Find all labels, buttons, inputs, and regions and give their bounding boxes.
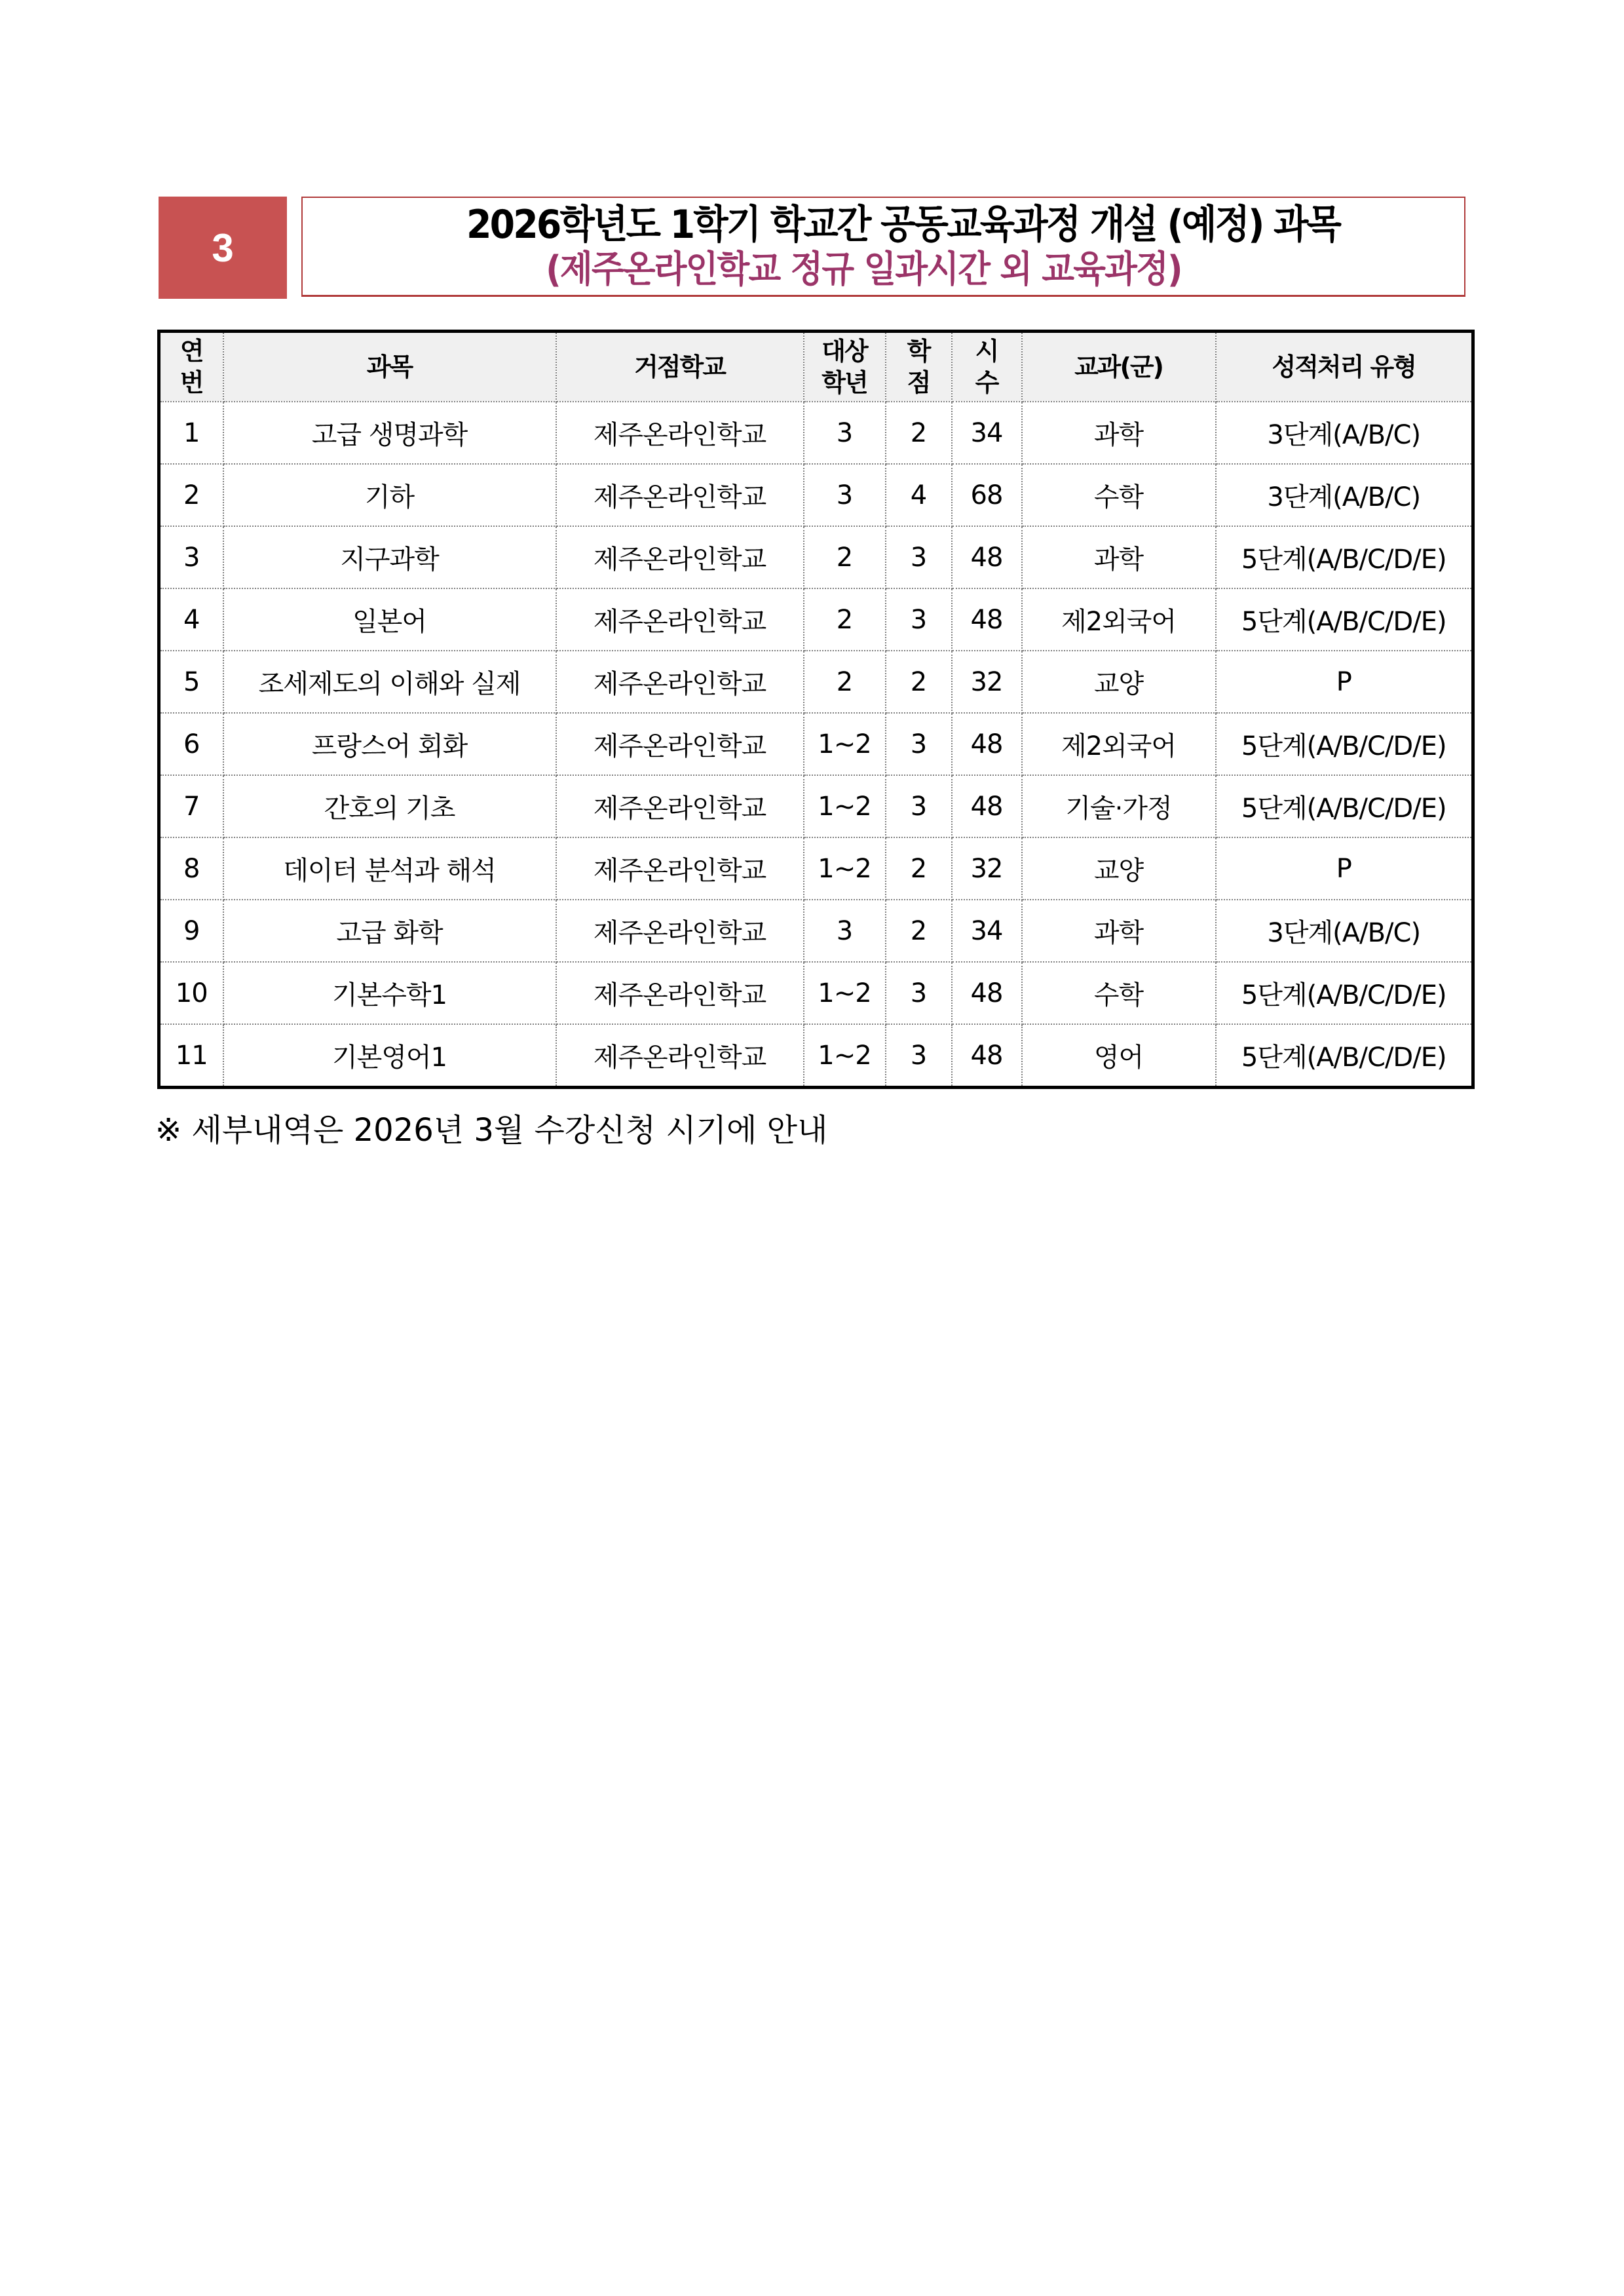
cell-group: 교양 bbox=[1022, 651, 1216, 713]
cell-grade: 2 bbox=[804, 651, 886, 713]
cell-no: 8 bbox=[159, 837, 223, 900]
cell-subject: 간호의 기초 bbox=[223, 775, 556, 837]
cell-school: 제주온라인학교 bbox=[556, 713, 804, 775]
cell-school: 제주온라인학교 bbox=[556, 962, 804, 1024]
cell-school: 제주온라인학교 bbox=[556, 651, 804, 713]
cell-no: 3 bbox=[159, 526, 223, 588]
table-row bbox=[159, 588, 1473, 651]
header-group: 교과(군) bbox=[1022, 332, 1216, 402]
cell-school: 제주온라인학교 bbox=[556, 526, 804, 588]
cell-credit: 2 bbox=[886, 837, 952, 900]
cell-grading: 5단계(A/B/C/D/E) bbox=[1216, 775, 1473, 837]
cell-no: 7 bbox=[159, 775, 223, 837]
header-credit: 학 점 bbox=[886, 332, 952, 402]
cell-subject: 고급 생명과학 bbox=[223, 402, 556, 464]
cell-group: 제2외국어 bbox=[1022, 588, 1216, 651]
table-row bbox=[159, 962, 1473, 1024]
cell-hours: 48 bbox=[952, 526, 1022, 588]
header-grade: 대상 학년 bbox=[804, 332, 886, 402]
cell-hours: 34 bbox=[952, 402, 1022, 464]
cell-credit: 2 bbox=[886, 900, 952, 962]
cell-no: 6 bbox=[159, 713, 223, 775]
title-box bbox=[301, 197, 1465, 297]
cell-subject: 지구과학 bbox=[223, 526, 556, 588]
cell-credit: 3 bbox=[886, 962, 952, 1024]
cell-credit: 3 bbox=[886, 775, 952, 837]
cell-credit: 3 bbox=[886, 713, 952, 775]
cell-no: 1 bbox=[159, 402, 223, 464]
cell-school: 제주온라인학교 bbox=[556, 900, 804, 962]
cell-group: 과학 bbox=[1022, 526, 1216, 588]
cell-hours: 68 bbox=[952, 464, 1022, 526]
cell-grading: 5단계(A/B/C/D/E) bbox=[1216, 713, 1473, 775]
cell-grade: 1~2 bbox=[804, 962, 886, 1024]
cell-group: 제2외국어 bbox=[1022, 713, 1216, 775]
cell-grade: 1~2 bbox=[804, 775, 886, 837]
cell-grading: 5단계(A/B/C/D/E) bbox=[1216, 526, 1473, 588]
cell-no: 9 bbox=[159, 900, 223, 962]
table-row bbox=[159, 900, 1473, 962]
cell-grading: P bbox=[1216, 837, 1473, 900]
cell-grade: 3 bbox=[804, 402, 886, 464]
cell-group: 기술·가정 bbox=[1022, 775, 1216, 837]
table-body bbox=[159, 402, 1473, 1088]
cell-hours: 48 bbox=[952, 713, 1022, 775]
section-number-badge bbox=[159, 197, 287, 299]
cell-grading: 3단계(A/B/C) bbox=[1216, 402, 1473, 464]
cell-credit: 3 bbox=[886, 1024, 952, 1088]
table-row bbox=[159, 526, 1473, 588]
cell-group: 과학 bbox=[1022, 900, 1216, 962]
cell-grade: 1~2 bbox=[804, 713, 886, 775]
cell-hours: 48 bbox=[952, 962, 1022, 1024]
cell-no: 2 bbox=[159, 464, 223, 526]
cell-grade: 2 bbox=[804, 588, 886, 651]
cell-group: 영어 bbox=[1022, 1024, 1216, 1088]
cell-subject: 고급 화학 bbox=[223, 900, 556, 962]
cell-grading: P bbox=[1216, 651, 1473, 713]
footnote: ※ 세부내역은 2026년 3월 수강신청 시기에 안내 bbox=[155, 1112, 828, 1149]
cell-school: 제주온라인학교 bbox=[556, 775, 804, 837]
course-table bbox=[157, 330, 1475, 1089]
table-row bbox=[159, 464, 1473, 526]
header-subject: 과목 bbox=[223, 332, 556, 402]
table-header-row bbox=[159, 332, 1473, 402]
table-row bbox=[159, 837, 1473, 900]
cell-no: 5 bbox=[159, 651, 223, 713]
cell-group: 과학 bbox=[1022, 402, 1216, 464]
cell-hours: 34 bbox=[952, 900, 1022, 962]
cell-group: 교양 bbox=[1022, 837, 1216, 900]
cell-subject: 기본영어1 bbox=[223, 1024, 556, 1088]
cell-group: 수학 bbox=[1022, 962, 1216, 1024]
cell-grade: 3 bbox=[804, 900, 886, 962]
cell-credit: 3 bbox=[886, 526, 952, 588]
section-number: 3 bbox=[212, 225, 234, 270]
table-row bbox=[159, 1024, 1473, 1088]
cell-no: 11 bbox=[159, 1024, 223, 1088]
cell-credit: 4 bbox=[886, 464, 952, 526]
cell-grading: 3단계(A/B/C) bbox=[1216, 900, 1473, 962]
page-subtitle: (제주온라인학교 정규 일과시간 외 교육과정) bbox=[546, 248, 1182, 291]
cell-hours: 48 bbox=[952, 588, 1022, 651]
cell-grade: 1~2 bbox=[804, 1024, 886, 1088]
cell-credit: 2 bbox=[886, 402, 952, 464]
cell-hours: 32 bbox=[952, 837, 1022, 900]
cell-subject: 기본수학1 bbox=[223, 962, 556, 1024]
cell-grading: 3단계(A/B/C) bbox=[1216, 464, 1473, 526]
header-school: 거점학교 bbox=[556, 332, 804, 402]
cell-credit: 2 bbox=[886, 651, 952, 713]
table-row bbox=[159, 775, 1473, 837]
cell-school: 제주온라인학교 bbox=[556, 588, 804, 651]
cell-hours: 48 bbox=[952, 1024, 1022, 1088]
cell-school: 제주온라인학교 bbox=[556, 464, 804, 526]
table-row bbox=[159, 402, 1473, 464]
header-grading: 성적처리 유형 bbox=[1216, 332, 1473, 402]
page-title: 2026학년도 1학기 학교간 공동교육과정 개설 (예정) 과목 bbox=[466, 202, 1340, 248]
cell-subject: 일본어 bbox=[223, 588, 556, 651]
header-hours: 시 수 bbox=[952, 332, 1022, 402]
table-row bbox=[159, 651, 1473, 713]
cell-grade: 3 bbox=[804, 464, 886, 526]
cell-group: 수학 bbox=[1022, 464, 1216, 526]
cell-school: 제주온라인학교 bbox=[556, 837, 804, 900]
cell-subject: 조세제도의 이해와 실제 bbox=[223, 651, 556, 713]
cell-school: 제주온라인학교 bbox=[556, 1024, 804, 1088]
cell-grade: 1~2 bbox=[804, 837, 886, 900]
cell-hours: 48 bbox=[952, 775, 1022, 837]
cell-grade: 2 bbox=[804, 526, 886, 588]
cell-grading: 5단계(A/B/C/D/E) bbox=[1216, 588, 1473, 651]
cell-subject: 기하 bbox=[223, 464, 556, 526]
cell-grading: 5단계(A/B/C/D/E) bbox=[1216, 962, 1473, 1024]
cell-no: 10 bbox=[159, 962, 223, 1024]
cell-no: 4 bbox=[159, 588, 223, 651]
cell-hours: 32 bbox=[952, 651, 1022, 713]
cell-school: 제주온라인학교 bbox=[556, 402, 804, 464]
header-no: 연 번 bbox=[159, 332, 223, 402]
cell-subject: 데이터 분석과 해석 bbox=[223, 837, 556, 900]
table-row bbox=[159, 713, 1473, 775]
cell-subject: 프랑스어 회화 bbox=[223, 713, 556, 775]
cell-credit: 3 bbox=[886, 588, 952, 651]
cell-grading: 5단계(A/B/C/D/E) bbox=[1216, 1024, 1473, 1088]
